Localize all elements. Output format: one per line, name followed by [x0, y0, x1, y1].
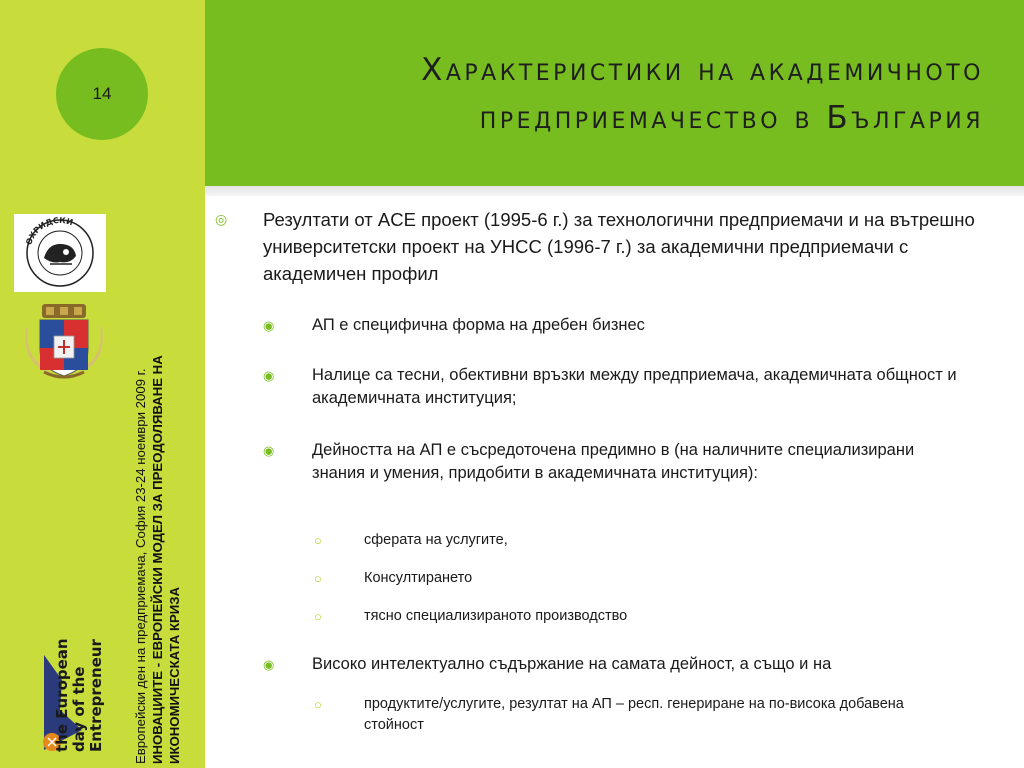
target-bullet-icon: ◎: [215, 211, 228, 227]
university-logo: [14, 214, 106, 292]
slide-content: [205, 196, 1024, 768]
activity-area-text: тясно специализираното производство: [364, 608, 628, 624]
coat-of-arms-icon: [20, 302, 108, 382]
event-caption-line-3: ИКОНОМИЧЕСКАТА КРИЗА: [167, 586, 182, 764]
title-line-1: Характеристики на академичното: [421, 52, 984, 88]
svg-text:day of the: day of the: [70, 666, 88, 752]
sub-bullet: [263, 314, 963, 337]
svg-text:the European: the European: [53, 638, 71, 752]
coat-of-arms-logo: [20, 302, 108, 382]
target-bullet-icon: ◉: [263, 443, 275, 458]
university-seal-icon: [14, 214, 106, 292]
sub-bullet: [263, 364, 963, 410]
header-divider: [205, 186, 1024, 196]
event-caption-line-1: Европейски ден на предприемача, София 23-24 ноември 2009 г.: [133, 368, 148, 764]
activity-area-item: [314, 530, 964, 551]
title-line-2: предприемачество в България: [479, 100, 984, 136]
entrepreneur-day-icon: [22, 560, 127, 760]
activity-area-item: [314, 606, 964, 627]
sub-bullet-text: Налице са тесни, обективни връзки между предприемача, академичната общност и академичната институция;: [312, 366, 957, 407]
svg-text:ОХРИДСКИ: ОХРИДСКИ: [24, 215, 75, 247]
main-bullet: [215, 206, 1005, 287]
sub-bullet: [263, 439, 963, 485]
intellectual-content-item: [314, 694, 964, 736]
main-bullet-text: Резултати от ACE проект (1995-6 г.) за технологични предприемачи и на вътрешно университетски проект на УНСС (1996-7 г.) за академични предприемачи с академичен профил: [263, 209, 975, 284]
activity-area-item: [314, 568, 964, 589]
hollow-circle-bullet-icon: ○: [314, 609, 322, 624]
activity-area-text: сферата на услугите,: [364, 532, 508, 548]
target-bullet-icon: ◉: [263, 368, 275, 383]
sub-bullet-text: Високо интелектуално съдържание на самата дейност, а също и на: [312, 655, 832, 673]
sub-bullet: [263, 653, 963, 676]
event-caption-line-2: ИНОВАЦИИТЕ - ЕВРОПЕЙСКИ МОДЕЛ ЗА ПРЕОДОЛЯВАНЕ НА: [150, 355, 165, 764]
intellectual-content-text: продуктите/услугите, резултат на АП – респ. генериране на по-висока добавена стойност: [364, 696, 904, 733]
slide-number-badge: [56, 48, 148, 140]
entrepreneur-day-logo: [22, 560, 127, 760]
slide-title: [214, 46, 984, 142]
svg-text:Entrepreneur: Entrepreneur: [87, 639, 105, 752]
hollow-circle-bullet-icon: ○: [314, 533, 322, 548]
event-caption: [132, 294, 183, 764]
hollow-circle-bullet-icon: ○: [314, 697, 322, 712]
hollow-circle-bullet-icon: ○: [314, 571, 322, 586]
target-bullet-icon: ◉: [263, 657, 275, 672]
slide-number: 14: [92, 84, 112, 103]
target-bullet-icon: ◉: [263, 318, 275, 333]
sub-bullet-text: Дейността на АП е съсредоточена предимно в (на наличните специализирани знания и умения, придобити в академичната институция):: [312, 441, 915, 482]
activity-area-text: Консултирането: [364, 570, 473, 586]
sub-bullet-text: АП е специфична форма на дребен бизнес: [312, 316, 645, 334]
